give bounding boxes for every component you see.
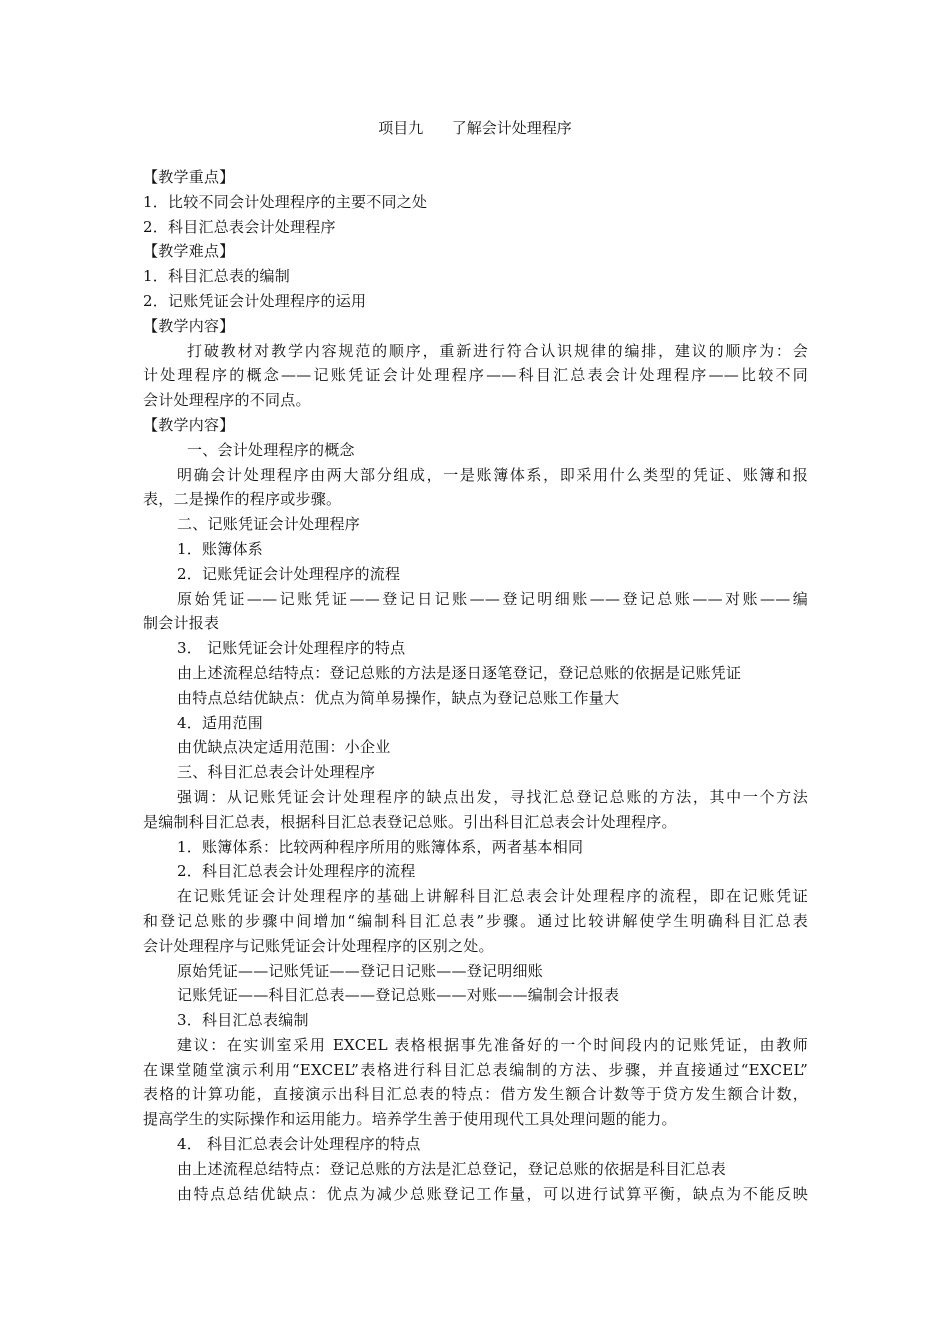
subsection-heading: 三、科目汇总表会计处理程序 <box>177 763 376 782</box>
paragraph-line: 表格的计算功能，直接演示出科目汇总表的特点：借方发生额合计数等于贷方发生额合计数， <box>143 1085 808 1104</box>
paragraph-line: 由优缺点决定适用范围：小企业 <box>177 738 391 757</box>
list-item: 1．账簿体系：比较两种程序所用的账簿体系，两者基本相同 <box>177 837 584 856</box>
section-heading-key-points: 【教学重点】 <box>143 168 235 186</box>
paragraph-line: 在记账凭证会计处理程序的基础上讲解科目汇总表会计处理程序的流程，即在记账凭证 <box>177 887 808 906</box>
section-heading-content: 【教学内容】 <box>143 316 235 335</box>
paragraph-line: 由特点总结优缺点：优点为减少总账登记工作量，可以进行试算平衡，缺点为不能反映 <box>177 1184 808 1203</box>
subsection-heading: 二、记账凭证会计处理程序 <box>177 515 361 534</box>
paragraph-line: 是编制科目汇总表，根据科目汇总表登记总账。引出科目汇总表会计处理程序。 <box>143 812 677 831</box>
paragraph-line: 强调：从记账凭证会计处理程序的缺点出发，寻找汇总登记总账的方法，其中一个方法 <box>177 787 808 806</box>
paragraph-line: 会计处理程序的不同点。 <box>143 391 311 410</box>
list-item: 4． 科目汇总表会计处理程序的特点 <box>177 1135 421 1154</box>
list-item: 2．记账凭证会计处理程序的流程 <box>177 564 401 583</box>
paragraph-line: 记账凭证——科目汇总表——登记总账——对账——编制会计报表 <box>177 986 620 1005</box>
paragraph-line: 打破教材对教学内容规范的顺序，重新进行符合认识规律的编排，建议的顺序为：会 <box>187 341 808 360</box>
paragraph-line: 在课堂随堂演示利用“EXCEL”表格进行科目汇总表编制的方法、步骤，并直接通过“EXCEL” <box>143 1060 808 1079</box>
list-item: 2．科目汇总表会计处理程序的流程 <box>177 862 416 881</box>
list-item: 1．比较不同会计处理程序的主要不同之处 <box>143 192 428 211</box>
subsection-heading: 一、会计处理程序的概念 <box>187 440 355 459</box>
paragraph-line: 和登记总账的步骤中间增加“编制科目汇总表”步骤。通过比较讲解使学生明确科目汇总表 <box>143 911 808 930</box>
paragraph-line: 表，二是操作的程序或步骤。 <box>143 490 342 509</box>
document-title: 项目九 了解会计处理程序 <box>378 119 572 137</box>
paragraph-line: 会计处理程序与记账凭证会计处理程序的区别之处。 <box>143 936 494 955</box>
list-item: 1．科目汇总表的编制 <box>143 267 291 286</box>
paragraph-line: 原始凭证——记账凭证——登记日记账——登记明细账 <box>177 961 544 980</box>
section-heading-difficulties: 【教学难点】 <box>143 242 235 261</box>
paragraph-line: 由上述流程总结特点：登记总账的方法是汇总登记，登记总账的依据是科目汇总表 <box>177 1159 727 1178</box>
document-body <box>143 165 808 1206</box>
list-item: 1．账簿体系 <box>177 539 264 558</box>
paragraph-line: 制会计报表 <box>143 614 220 633</box>
paragraph-line: 提高学生的实际操作和运用能力。培养学生善于使用现代工具处理问题的能力。 <box>143 1110 677 1129</box>
paragraph-line: 由上述流程总结特点：登记总账的方法是逐日逐笔登记，登记总账的依据是记账凭证 <box>177 663 742 682</box>
paragraph-line: 明确会计处理程序由两大部分组成，一是账簿体系，即采用什么类型的凭证、账簿和报 <box>177 465 808 484</box>
paragraph-line: 由特点总结优缺点：优点为简单易操作，缺点为登记总账工作量大 <box>177 688 620 707</box>
paragraph-line: 建议：在实训室采用 EXCEL 表格根据事先准备好的一个时间段内的记账凭证，由教师 <box>177 1035 808 1054</box>
list-item: 2．记账凭证会计处理程序的运用 <box>143 291 367 310</box>
list-item: 4．适用范围 <box>177 713 264 732</box>
section-heading-content: 【教学内容】 <box>143 415 235 434</box>
paragraph-line: 原始凭证——记账凭证——登记日记账——登记明细账——登记总账——对账——编 <box>177 589 808 608</box>
list-item: 2．科目汇总表会计处理程序 <box>143 217 336 236</box>
list-item: 3． 记账凭证会计处理程序的特点 <box>177 639 406 658</box>
paragraph-line: 计处理程序的概念——记账凭证会计处理程序——科目汇总表会计处理程序——比较不同 <box>143 366 808 385</box>
list-item: 3．科目汇总表编制 <box>177 1011 309 1030</box>
